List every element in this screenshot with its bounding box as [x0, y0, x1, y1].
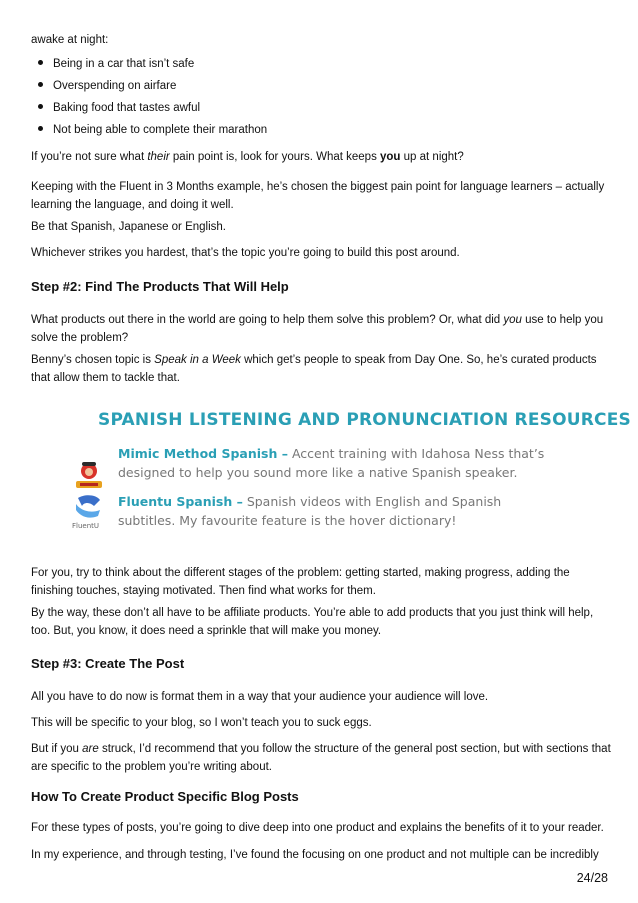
- paragraph-specific: This will be specific to your blog, so I won’t teach you to suck eggs.: [31, 717, 372, 729]
- heading-product-specific: How To Create Product Specific Blog Posts: [31, 789, 299, 804]
- heading-step-2: Step #2: Find The Products That Will Help: [31, 279, 289, 294]
- resource-screenshot: [70, 410, 631, 540]
- heading-step-3: Step #3: Create The Post: [31, 656, 185, 671]
- paragraph-pain-point: If you’re not sure what their pain point is, look for yours. What keeps you up at night?: [31, 151, 464, 163]
- resource-text-mimic: Mimic Method Spanish – Accent training with Idahosa Ness that’s designed to help you sound more like a native Spanish speaker.: [118, 446, 545, 480]
- paragraph-structure: But if you are struck, I’d recommend that you follow the structure of the general post section, but with sections that are specific to the problem you’re writing about.: [31, 743, 611, 773]
- resource-title: SPANISH LISTENING AND PRONUNCIATION RESOURCES: [98, 410, 631, 430]
- page-number: 24/28: [576, 871, 608, 885]
- paragraph-experience: In my experience, and through testing, I’ve found the focusing on one product and not multiple can be incredibly: [31, 849, 599, 861]
- paragraph-products-question: What products out there in the world are going to help them solve this problem? Or, what did you use to help you solve the problem?: [31, 314, 604, 344]
- paragraph-topic: Whichever strikes you hardest, that’s the topic you’re going to build this post around.: [31, 247, 460, 259]
- intro-paragraph: awake at night:: [31, 34, 109, 46]
- bullet-icon: [38, 82, 43, 87]
- list-item: Baking food that tastes awful: [38, 100, 200, 116]
- fluentu-logo-caption: FluentU: [72, 522, 100, 530]
- paragraph-affiliate: By the way, these don’t all have to be affiliate products. You’re able to add products that you just think will help, too. But, you know, it does need a sprinkle that will make you money.: [31, 607, 594, 637]
- list-item: Being in a car that isn’t safe: [38, 56, 194, 72]
- bullet-icon: [38, 126, 43, 131]
- paragraph-deep-dive: For these types of posts, you’re going to dive deep into one product and explains the benefits of it to your reader.: [31, 822, 604, 834]
- mimic-method-logo-icon: [70, 456, 108, 494]
- list-item: Overspending on airfare: [38, 78, 176, 94]
- bullet-icon: [38, 104, 43, 109]
- paragraph-benny-topic: Benny’s chosen topic is Speak in a Week which get’s people to speak from Day One. So, he’s curated products that allow them to tackle that.: [31, 354, 597, 384]
- paragraph-languages: Be that Spanish, Japanese or English.: [31, 221, 226, 233]
- fluentu-logo-icon: [70, 494, 108, 532]
- paragraph-fluent-example: Keeping with the Fluent in 3 Months example, he’s chosen the biggest pain point for language learners – actually learning the language, and doing it well.: [31, 181, 605, 211]
- list-item: Not being able to complete their marathon: [38, 122, 267, 138]
- bullet-icon: [38, 60, 43, 65]
- paragraph-stages: For you, try to think about the different stages of the problem: getting started, making progress, adding the finishing touches, staying motivated. Then find what works for them.: [31, 567, 570, 597]
- paragraph-format: All you have to do now is format them in a way that your audience your audience will love.: [31, 691, 489, 703]
- resource-text-fluentu: Fluentu Spanish – Spanish videos with English and Spanish subtitles. My favourite feature is the hover dictionary!: [118, 494, 502, 528]
